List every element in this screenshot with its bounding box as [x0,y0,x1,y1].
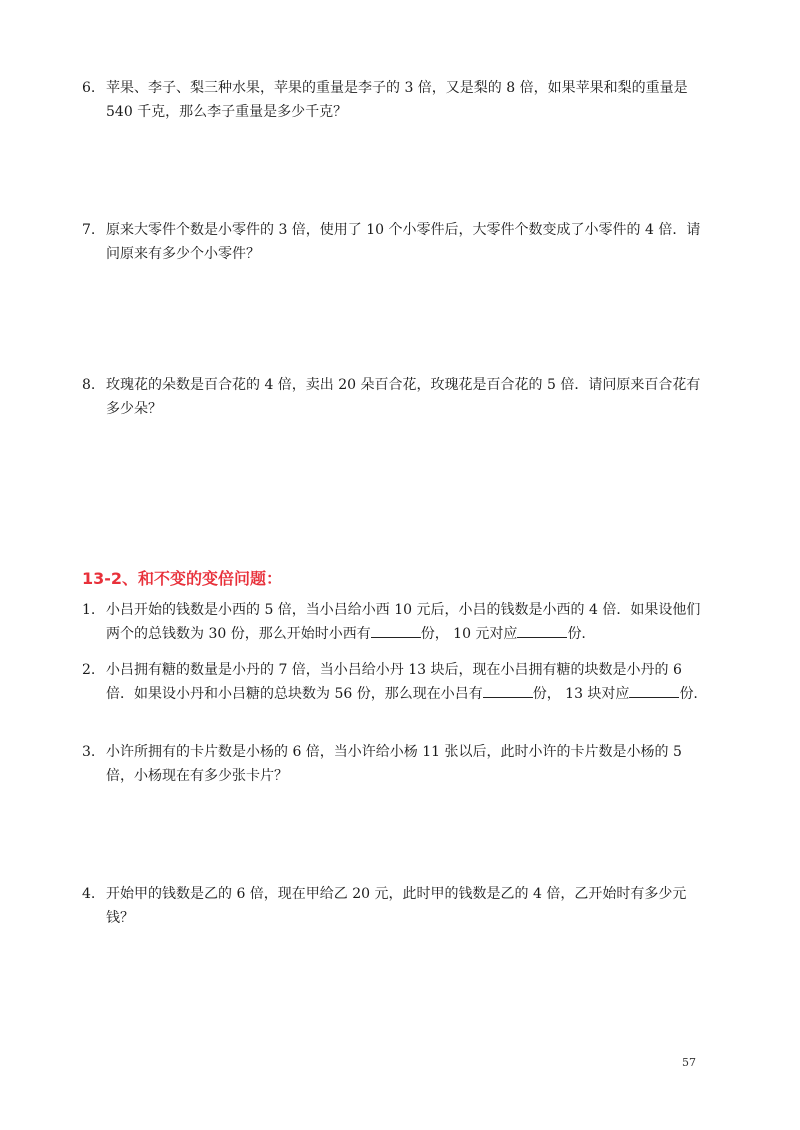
problem-text-part: 份. [679,686,698,702]
problem-7 [82,218,707,266]
problem-text-part: 小吕开始的钱数是小西的 5 倍，当小吕给小西 10 元后，小吕的钱数是小西的 4 倍．如果设他们两个的总钱数为 30 份，那么开始时小西有 [106,602,701,642]
section-problem-1 [82,598,707,646]
problem-6 [82,76,707,124]
problem-number: 8. [82,377,96,393]
problem-text: 小许所拥有的卡片数是小杨的 6 倍，当小许给小杨 11 张以后，此时小许的卡片数是小杨的 5 倍，小杨现在有多少张卡片？ [106,744,682,784]
section-problem-2 [82,658,707,706]
answer-blank[interactable] [629,683,679,698]
problem-text-part: 份. [567,626,586,642]
problem-text-part: 份， 10 元对应 [420,626,518,642]
problem-text-part: 小吕拥有糖的数量是小丹的 7 倍，当小吕给小丹 13 块后，现在小吕拥有糖的块数是小丹的 6 倍．如果设小丹和小吕糖的总块数为 56 份，那么现在小吕有 [106,662,682,702]
page-number: 57 [682,1056,696,1069]
answer-blank[interactable] [371,623,421,638]
problem-number: 4. [82,886,96,902]
problem-number: 3. [82,744,96,760]
section-problem-4 [82,882,707,930]
problem-text: 玫瑰花的朵数是百合花的 4 倍，卖出 20 朵百合花，玫瑰花是百合花的 5 倍．请问原来百合花有多少朵？ [106,377,701,417]
problem-text [106,658,707,706]
problem-text [106,598,707,646]
problem-number: 1. [82,602,96,618]
problem-text: 苹果、李子、梨三种水果，苹果的重量是李子的 3 倍，又是梨的 8 倍，如果苹果和梨的重量是 540 千克，那么李子重量是多少千克？ [106,80,688,120]
problem-number: 7. [82,222,96,238]
problem-8 [82,373,707,421]
problem-number: 2. [82,662,96,678]
answer-blank[interactable] [517,623,567,638]
problem-text-part: 份， 13 块对应 [532,686,630,702]
answer-blank[interactable] [483,683,533,698]
section-problem-3 [82,740,707,788]
problem-number: 6. [82,80,96,96]
problem-text: 原来大零件个数是小零件的 3 倍，使用了 10 个小零件后，大零件个数变成了小零件的 4 倍．请问原来有多少个小零件？ [106,222,701,262]
section-title: 13-2、和不变的变倍问题： [82,569,283,588]
problem-text: 开始甲的钱数是乙的 6 倍，现在甲给乙 20 元，此时甲的钱数是乙的 4 倍，乙开始时有多少元钱？ [106,886,687,926]
